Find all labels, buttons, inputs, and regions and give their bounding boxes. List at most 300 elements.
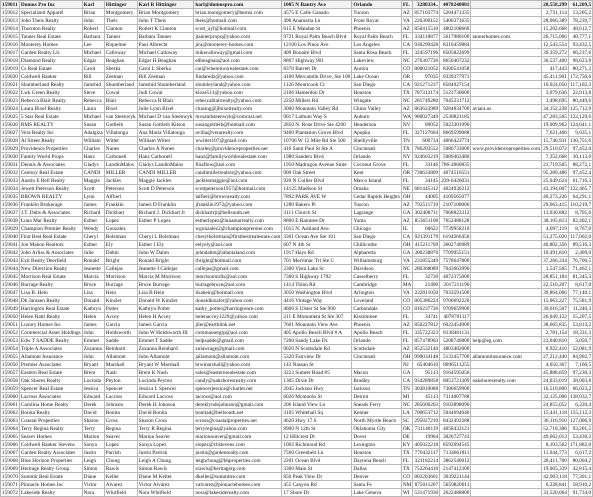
cell-company[interactable]: Commercial Asset Holdings <box>20 329 81 336</box>
cell-phone[interactable]: 19904 <box>413 433 440 441</box>
cell-website[interactable] <box>471 113 542 121</box>
cell-phone[interactable]: 45113 <box>413 393 440 401</box>
cell-website[interactable] <box>471 425 542 433</box>
cell-email[interactable]: callejas@gmail.com <box>194 265 282 273</box>
cell-phone[interactable]: 681445312 <box>414 185 439 192</box>
cell-id[interactable]: 159045 <box>2 273 18 280</box>
cell-city[interactable]: Yuma <box>352 217 402 225</box>
cell-contact[interactable]: Esther P Lopez <box>137 217 194 225</box>
cell-contact[interactable] <box>137 193 194 201</box>
cell-website[interactable] <box>471 473 542 481</box>
cell-email[interactable]: jtannerprops@yahoo.com <box>194 33 282 41</box>
cell-company[interactable]: New Direction Realty <box>19 265 82 273</box>
cell-city[interactable]: Auburn <box>352 113 402 121</box>
cell-website[interactable] <box>471 185 542 193</box>
cell-id[interactable]: 159060 <box>2 393 18 400</box>
cell-id[interactable]: 159029 <box>2 145 18 152</box>
cell-first-name[interactable]: Rebecca <box>82 97 104 105</box>
cell-revenue[interactable]: 28,066,389 <box>543 17 567 24</box>
table-row[interactable] <box>1 345 593 353</box>
cell-company[interactable]: Edw T SADDE Realty <box>19 337 82 345</box>
cell-revenue[interactable]: 417,443 <box>542 65 569 73</box>
cell-contact[interactable]: Leigh A Chung <box>137 457 194 465</box>
cell-phone[interactable]: 921391179 <box>414 233 439 240</box>
cell-contact[interactable]: Helen H Accey <box>137 313 194 321</box>
cell-last-name[interactable]: Carbonell <box>104 153 137 161</box>
cell-contact[interactable]: Marion Seaver <box>137 433 194 441</box>
cell-company[interactable]: Eastern Real Estate <box>19 369 82 377</box>
cell-first-name[interactable]: Steve <box>82 89 104 97</box>
cell-id[interactable]: 159047 <box>2 289 18 296</box>
cell-amount[interactable]: 171,882,0 <box>569 441 592 448</box>
cell-last-name[interactable]: Keller <box>104 473 137 481</box>
cell-website[interactable] <box>471 321 542 329</box>
cell-fax[interactable]: 4074516551 <box>440 169 471 177</box>
cell-website[interactable] <box>471 9 542 17</box>
cell-city[interactable]: San Diego <box>352 233 402 241</box>
cell-website[interactable] <box>471 225 542 233</box>
cell-revenue[interactable]: 24,855,052 <box>543 401 567 408</box>
cell-last-name[interactable]: Calloway <box>104 49 137 57</box>
cell-website[interactable] <box>471 369 542 377</box>
cell-state[interactable]: CA <box>401 41 413 49</box>
table-row[interactable] <box>1 433 593 441</box>
cell-address[interactable]: 3301 Ocean Ave Ste 101 <box>282 233 352 241</box>
cell-website[interactable] <box>471 65 542 73</box>
cell-company[interactable]: RMS REALTY <box>19 121 82 129</box>
cell-address[interactable]: 7200 Sandy Lake Dr. <box>282 337 352 345</box>
cell-fax[interactable]: 3039221144 <box>440 473 471 481</box>
cell-id[interactable]: 159021 <box>2 81 18 88</box>
cell-city[interactable]: Sneads Ferry <box>352 401 402 409</box>
cell-city[interactable]: Chicago <box>352 225 402 233</box>
cell-state[interactable]: FL <box>401 177 413 185</box>
cell-fax[interactable]: 5059820011 <box>440 481 471 489</box>
cell-amount[interactable]: 80,004,2 <box>568 457 592 465</box>
cell-amount[interactable]: 77,301,1 <box>568 473 592 481</box>
cell-amount[interactable]: 53,430,2 <box>568 433 592 441</box>
cell-first-name[interactable]: Emmet <box>82 337 104 345</box>
cell-company[interactable]: Exit Realty Deerfield <box>19 257 82 265</box>
table-row[interactable] <box>1 97 593 105</box>
cell-id[interactable]: 159041 <box>2 241 18 248</box>
cell-phone[interactable]: 930299428 <box>414 41 439 48</box>
cell-state[interactable]: DE <box>401 433 413 441</box>
cell-phone[interactable]: 857478903 <box>414 337 439 344</box>
cell-company[interactable]: Spencer Real Estate <box>19 385 82 393</box>
cell-state[interactable]: FL <box>401 337 413 345</box>
cell-contact[interactable]: CANDI MILLER <box>137 169 194 177</box>
cell-city[interactable]: Kissimmee <box>352 313 402 321</box>
cell-amount[interactable]: 61,716,3 <box>568 177 592 185</box>
cell-fax[interactable]: 5086733000 <box>440 145 471 153</box>
cell-last-name[interactable]: Dahm <box>104 249 137 257</box>
cell-state[interactable]: OR <box>401 73 413 81</box>
cell-address[interactable]: 8867 Highway 901 <box>282 57 352 65</box>
cell-id[interactable]: 159035 <box>2 193 18 200</box>
cell-website[interactable]: allamontinsurance.com <box>471 353 542 361</box>
cell-contact[interactable]: Bryant W Marshall <box>137 361 194 369</box>
cell-id[interactable]: 159071 <box>2 481 18 488</box>
cell-website[interactable] <box>471 305 542 313</box>
table-row[interactable] <box>1 73 593 81</box>
cell-website[interactable] <box>471 217 542 225</box>
cell-revenue[interactable]: 21,719,505 <box>543 161 567 168</box>
table-row[interactable] <box>1 369 593 377</box>
cell-first-name[interactable]: Helen <box>82 313 104 321</box>
cell-city[interactable]: Aurora <box>352 65 402 73</box>
cell-website[interactable] <box>471 465 542 473</box>
cell-state[interactable]: FL <box>401 313 413 321</box>
cell-last-name[interactable]: Montgomery <box>104 9 137 17</box>
cell-address[interactable]: 2850 N. Rose Drive Ste 4200 <box>282 121 352 129</box>
cell-revenue[interactable]: 28,851,184 <box>543 273 567 280</box>
cell-company[interactable]: Cs Real Estate <box>19 65 82 73</box>
table-row[interactable] <box>1 65 593 73</box>
cell-website[interactable] <box>471 193 542 201</box>
cell-first-name[interactable]: Laura <box>82 105 104 113</box>
cell-email[interactable]: donaldkinzler@yahoo.com <box>194 297 282 305</box>
cell-last-name[interactable]: Whitfield <box>104 489 137 497</box>
cell-id[interactable]: 159054 <box>2 345 18 352</box>
cell-amount[interactable]: 91,734,0 <box>568 489 592 497</box>
cell-state[interactable]: CA <box>401 81 413 89</box>
cell-website[interactable] <box>471 41 542 49</box>
cell-amount[interactable]: 52,081,9 <box>568 345 592 353</box>
cell-email[interactable]: scott_ayf@hotmail.com <box>194 25 282 33</box>
cell-contact[interactable]: Edward Lacross <box>137 393 194 401</box>
cell-revenue[interactable]: 15,740,931 <box>543 137 567 144</box>
cell-website[interactable] <box>471 25 542 33</box>
cell-last-name[interactable]: Spencer <box>104 385 137 393</box>
cell-amount[interactable]: 88,272,1 <box>568 161 592 169</box>
cell-fax[interactable]: 5204471335 <box>440 9 471 17</box>
cell-city[interactable]: Scottsdale <box>352 345 402 353</box>
cell-city[interactable]: Orlando <box>352 153 402 161</box>
cell-last-name[interactable]: Clanton <box>104 25 137 33</box>
cell-email[interactable]: valvarez@pinnaclehomes.com <box>194 481 282 489</box>
cell-fax[interactable]: 7739958210 <box>440 225 471 233</box>
cell-email[interactable]: brwmarshall@yahoo.com <box>194 361 282 369</box>
cell-city[interactable]: San Diego <box>352 81 402 89</box>
cell-state[interactable]: CO <box>401 65 413 73</box>
cell-company[interactable]: First Best Real Estate <box>19 233 82 241</box>
cell-city[interactable]: Royal Palm Beach <box>352 33 402 41</box>
cell-first-name[interactable]: James <box>82 201 104 209</box>
cell-state[interactable]: MI <box>401 393 413 401</box>
cell-amount[interactable]: 75,581,9 <box>568 297 592 305</box>
cell-phone[interactable]: 700653712 <box>414 409 439 416</box>
cell-phone[interactable]: 285600203 <box>414 401 439 408</box>
cell-fax[interactable]: 8138481131 <box>440 329 471 337</box>
cell-state[interactable]: AZ <box>401 105 413 113</box>
cell-contact[interactable]: Jessica L Spencer <box>137 385 194 393</box>
cell-address[interactable]: 701 Merrimac Trl Ste C <box>282 257 352 265</box>
cell-last-name[interactable]: Hittinger <box>104 1 137 9</box>
table-row[interactable] <box>1 137 593 145</box>
cell-website[interactable] <box>471 401 542 409</box>
cell-address[interactable]: 206 Island View Ln <box>282 401 352 409</box>
cell-city[interactable]: Cincinnati <box>352 353 402 361</box>
cell-state[interactable]: CO <box>401 297 413 305</box>
cell-revenue[interactable]: 36,116,910 <box>543 417 567 424</box>
cell-state[interactable]: FL <box>401 161 413 169</box>
cell-city[interactable]: Shelbyville <box>352 137 402 145</box>
cell-contact[interactable]: Charles A Nunes <box>137 145 194 153</box>
cell-city[interactable]: Kent <box>352 169 402 177</box>
cell-company[interactable]: Family World Props <box>19 153 82 161</box>
cell-phone[interactable]: 303810088 <box>414 385 439 392</box>
cell-id[interactable]: 159050 <box>2 313 18 320</box>
cell-address[interactable]: 6026 Mcmurdo St <box>282 393 352 401</box>
cell-revenue[interactable]: 25,049,624 <box>543 177 567 184</box>
cell-email[interactable]: chasing@jlbixelrealty.com <box>194 105 282 113</box>
cell-email[interactable]: estherlopez@lunamarrealty.com <box>194 217 282 225</box>
cell-first-name[interactable]: Hanz <box>82 153 104 161</box>
table-row[interactable] <box>1 425 593 433</box>
cell-company[interactable]: Coastal Properties <box>19 417 82 425</box>
cell-email[interactable]: kloze511@yahoo.com <box>194 89 282 97</box>
cell-id[interactable]: 159023 <box>2 97 18 104</box>
cell-address[interactable]: 2300 Vista Lake Sr <box>282 265 352 273</box>
cell-first-name[interactable]: CANDI <box>82 169 104 177</box>
cell-contact[interactable]: Julie Lynn Bixel <box>137 105 194 113</box>
cell-contact[interactable]: Paul Albrecht <box>137 41 194 49</box>
cell-revenue[interactable]: 38,665,835 <box>543 321 567 328</box>
cell-email[interactable]: jira@monterey-homes.com <box>194 41 282 49</box>
cell-id[interactable]: 159065 <box>2 433 18 440</box>
cell-id[interactable]: 159019 <box>2 65 18 72</box>
cell-website[interactable] <box>471 233 542 241</box>
cell-last-name[interactable]: Peterson <box>104 185 137 193</box>
cell-id[interactable]: 159039 <box>2 225 18 232</box>
cell-address[interactable]: 1126 Monticook Ct <box>282 81 352 89</box>
cell-last-name[interactable]: Cross <box>104 417 137 425</box>
table-row[interactable] <box>1 273 593 281</box>
cell-amount[interactable]: 97,230,3 <box>568 369 592 377</box>
cell-id[interactable]: 159038 <box>2 217 18 224</box>
cell-website[interactable] <box>471 385 542 393</box>
cell-fax[interactable]: 8669599088 <box>440 129 471 137</box>
cell-company[interactable]: Carolina Home Realty <box>19 401 82 409</box>
cell-state[interactable]: FL <box>401 273 413 281</box>
cell-city[interactable]: Alpharetta <box>352 249 402 257</box>
cell-address[interactable]: 1917 Hays Rd <box>282 249 352 257</box>
cell-amount[interactable]: 66,023,2 <box>568 385 592 393</box>
cell-id[interactable]: 159028 <box>2 137 18 144</box>
cell-address[interactable]: 1414 Thinn Rd <box>282 281 352 289</box>
cell-website[interactable] <box>471 489 542 497</box>
cell-email[interactable]: hanz@familyworldrealestate.com <box>194 153 282 161</box>
cell-state[interactable]: NM <box>402 481 412 488</box>
cell-company[interactable]: Domus Pro Inc <box>19 1 82 9</box>
cell-email[interactable]: jacklesmaggie@aol.com <box>194 177 282 185</box>
table-row[interactable] <box>1 417 593 425</box>
cell-company[interactable]: Franklin Brokerage <box>19 201 82 209</box>
cell-revenue[interactable]: 1,547,565 <box>542 265 569 273</box>
cell-email[interactable]: marionseaver@gmail.com <box>194 433 282 441</box>
cell-id[interactable]: 159056 <box>2 361 18 368</box>
cell-first-name[interactable]: Julie <box>82 249 104 257</box>
cell-fax[interactable]: 7314007788 <box>440 393 471 401</box>
cell-last-name[interactable]: Morrison <box>104 273 137 281</box>
cell-contact[interactable]: John W Dahm <box>137 249 194 257</box>
cell-city[interactable]: Lake Ocean <box>352 73 402 81</box>
cell-city[interactable]: Williamsburg <box>352 257 402 265</box>
cell-amount[interactable]: 55,207,5 <box>568 313 592 321</box>
cell-amount[interactable]: 64,291,1 <box>568 193 592 201</box>
cell-website[interactable] <box>471 81 542 89</box>
cell-city[interactable]: Apollo Beach <box>352 329 402 337</box>
cell-id[interactable]: 159053 <box>2 337 18 344</box>
cell-fax[interactable]: 9164595056 <box>440 369 471 377</box>
cell-address[interactable]: 7560 Greenbelt Ln <box>282 449 352 457</box>
cell-last-name[interactable]: Bixel <box>104 105 137 113</box>
cell-state[interactable]: IL <box>401 225 413 233</box>
cell-fax[interactable]: 5044694040 <box>440 409 471 417</box>
cell-first-name[interactable]: John <box>82 17 104 25</box>
cell-id[interactable]: 159044 <box>2 265 18 272</box>
cell-amount[interactable]: 97,452,4 <box>568 169 592 177</box>
cell-email[interactable]: johndahm@atlantaland.com <box>194 249 282 257</box>
cell-email[interactable]: eelyely@aol.com <box>194 241 282 249</box>
cell-website[interactable] <box>471 169 542 177</box>
cell-fax[interactable]: 7068823312 <box>440 209 471 217</box>
cell-address[interactable]: 4620 Hwy 17 S <box>282 417 352 425</box>
cell-website[interactable] <box>471 121 542 129</box>
cell-first-name[interactable]: Cheryl <box>82 233 104 241</box>
cell-email[interactable]: dickhartrjr@bellsouth.net <box>194 209 282 217</box>
table-row[interactable] <box>1 281 593 289</box>
cell-phone[interactable]: 770432117 <box>414 449 439 456</box>
cell-id[interactable]: 159037 <box>2 209 18 216</box>
cell-first-name[interactable]: Jessica <box>82 385 104 393</box>
cell-fax[interactable]: 7652488128 <box>440 217 471 225</box>
cell-email[interactable]: srawls@heritagerg.com <box>194 465 282 473</box>
cell-phone[interactable]: 300238870 <box>414 249 439 256</box>
cell-contact[interactable]: Zuzanna Reinhard <box>137 345 194 353</box>
cell-contact[interactable]: Sonya Lopez <box>137 441 194 449</box>
cell-first-name[interactable]: John <box>82 353 104 361</box>
cell-revenue[interactable]: 33,520,064 <box>543 489 567 496</box>
cell-address[interactable]: 455 Canyon Rd <box>282 481 352 489</box>
cell-first-name[interactable]: Terry <box>82 425 104 433</box>
cell-amount[interactable]: 9,635,1 <box>568 129 592 137</box>
cell-company[interactable]: Premier Associates <box>19 361 82 369</box>
cell-amount[interactable]: 38,003,8 <box>568 377 592 385</box>
cell-website[interactable] <box>471 273 542 281</box>
cell-website[interactable] <box>471 73 542 81</box>
cell-city[interactable]: Apopka <box>352 129 402 137</box>
cell-email[interactable]: kathy_potter@harringtonre.com <box>194 305 282 313</box>
cell-state[interactable]: TX <box>401 89 413 97</box>
table-row[interactable] <box>1 465 593 473</box>
table-row[interactable] <box>1 337 593 345</box>
cell-id[interactable]: 159012 <box>2 9 18 16</box>
cell-amount[interactable]: 30,113,6 <box>568 153 592 161</box>
cell-amount[interactable]: 110,219,7 <box>570 201 592 208</box>
cell-company[interactable]: Terry Regina Realty <box>19 425 82 433</box>
cell-revenue[interactable]: 22,510,207 <box>543 281 567 288</box>
cell-phone[interactable]: 33146 <box>413 161 440 169</box>
cell-first-name[interactable]: Leigh <box>82 457 104 465</box>
table-row[interactable] <box>1 241 593 249</box>
cell-revenue[interactable]: 43,194,007 <box>543 185 567 192</box>
cell-state[interactable]: SC <box>401 417 413 425</box>
cell-website[interactable]: www.providenceproperties.com <box>472 145 541 152</box>
cell-contact[interactable]: Susan Gottleib Kitson <box>137 121 194 129</box>
cell-website[interactable] <box>471 97 542 105</box>
cell-address[interactable]: 2201 Ocean Blvd <box>282 457 352 465</box>
cell-last-name[interactable]: Ely <box>104 241 137 249</box>
cell-amount[interactable]: 124,641,1 <box>569 121 592 128</box>
cell-website[interactable] <box>471 241 542 249</box>
cell-address[interactable]: 1280 Bakers Pl <box>282 201 352 209</box>
cell-email[interactable]: burragebruce@aol.com <box>194 281 282 289</box>
cell-city[interactable]: Coconut Grove <box>352 161 402 169</box>
cell-phone[interactable]: 924603219 <box>414 153 439 160</box>
cell-email[interactable]: terryregina@yahoo.com <box>194 425 282 433</box>
cell-company[interactable]: Jon Mahon Realtors <box>19 241 82 249</box>
cell-fax[interactable]: 239-6426031 <box>441 177 470 184</box>
cell-phone[interactable]: 786203552 <box>414 145 439 152</box>
cell-website[interactable] <box>471 249 542 257</box>
cell-address[interactable]: 7601 Mountain View Ave <box>282 321 352 329</box>
cell-website[interactable] <box>471 1 542 9</box>
cell-email[interactable]: morrisonmrlls@aol.com <box>194 273 282 281</box>
cell-contact[interactable]: John W Holdsworth III <box>137 329 194 337</box>
cell-fax[interactable]: 786-2860835 <box>441 161 470 168</box>
cell-state[interactable]: GA <box>401 249 413 257</box>
cell-company[interactable]: Lacross Associates <box>19 393 82 401</box>
cell-last-name[interactable]: Parrish <box>104 449 137 457</box>
table-row[interactable] <box>1 305 593 313</box>
cell-company[interactable]: Rebecca Blair Realty <box>19 97 82 105</box>
cell-fax[interactable]: 8584027154 <box>440 81 471 89</box>
cell-state[interactable]: FL <box>401 329 413 337</box>
cell-first-name[interactable]: Esther <box>82 241 104 249</box>
cell-city[interactable]: Lakeview <box>352 57 402 65</box>
cell-revenue[interactable]: 7,352,668 <box>542 153 569 161</box>
cell-email[interactable]: lacross@aol.com <box>194 393 282 401</box>
cell-fax[interactable]: 6194266450 <box>440 233 471 241</box>
cell-email[interactable]: spencerjessica@charter.net <box>194 385 282 393</box>
cell-fax[interactable]: 2107108006 <box>440 201 471 209</box>
cell-website[interactable] <box>471 345 542 353</box>
cell-last-name[interactable]: Gottleib <box>104 121 137 129</box>
cell-website[interactable]: aviara.us <box>471 105 542 113</box>
cell-contact[interactable]: Hanz Carbonell <box>137 153 194 161</box>
cell-state[interactable]: TX <box>401 465 413 473</box>
cell-company[interactable]: Garden Realty Associates <box>19 449 82 457</box>
table-row[interactable] <box>1 161 593 169</box>
cell-revenue[interactable]: 4,050,367 <box>542 361 569 369</box>
cell-last-name[interactable]: Sberka <box>104 65 137 73</box>
cell-state[interactable]: CO <box>401 305 413 313</box>
cell-last-name[interactable]: Nunes <box>104 145 137 153</box>
cell-fax[interactable]: 6023454000 <box>440 321 471 329</box>
cell-company[interactable]: Laura Bixel Realty <box>19 105 82 113</box>
cell-last-name[interactable]: Johnson <box>104 401 137 409</box>
cell-contact[interactable]: James D Franklin <box>137 201 194 209</box>
cell-email[interactable]: floaflow@aol.com <box>194 161 282 169</box>
cell-city[interactable]: Bradley <box>352 377 402 385</box>
cell-website[interactable] <box>471 89 542 97</box>
cell-email[interactable]: justin@gardenrealty.com <box>194 449 282 457</box>
cell-phone[interactable]: 95113 <box>413 369 440 377</box>
cell-phone[interactable]: 65404610 <box>413 361 440 369</box>
cell-phone[interactable]: 850415510 <box>414 25 439 32</box>
